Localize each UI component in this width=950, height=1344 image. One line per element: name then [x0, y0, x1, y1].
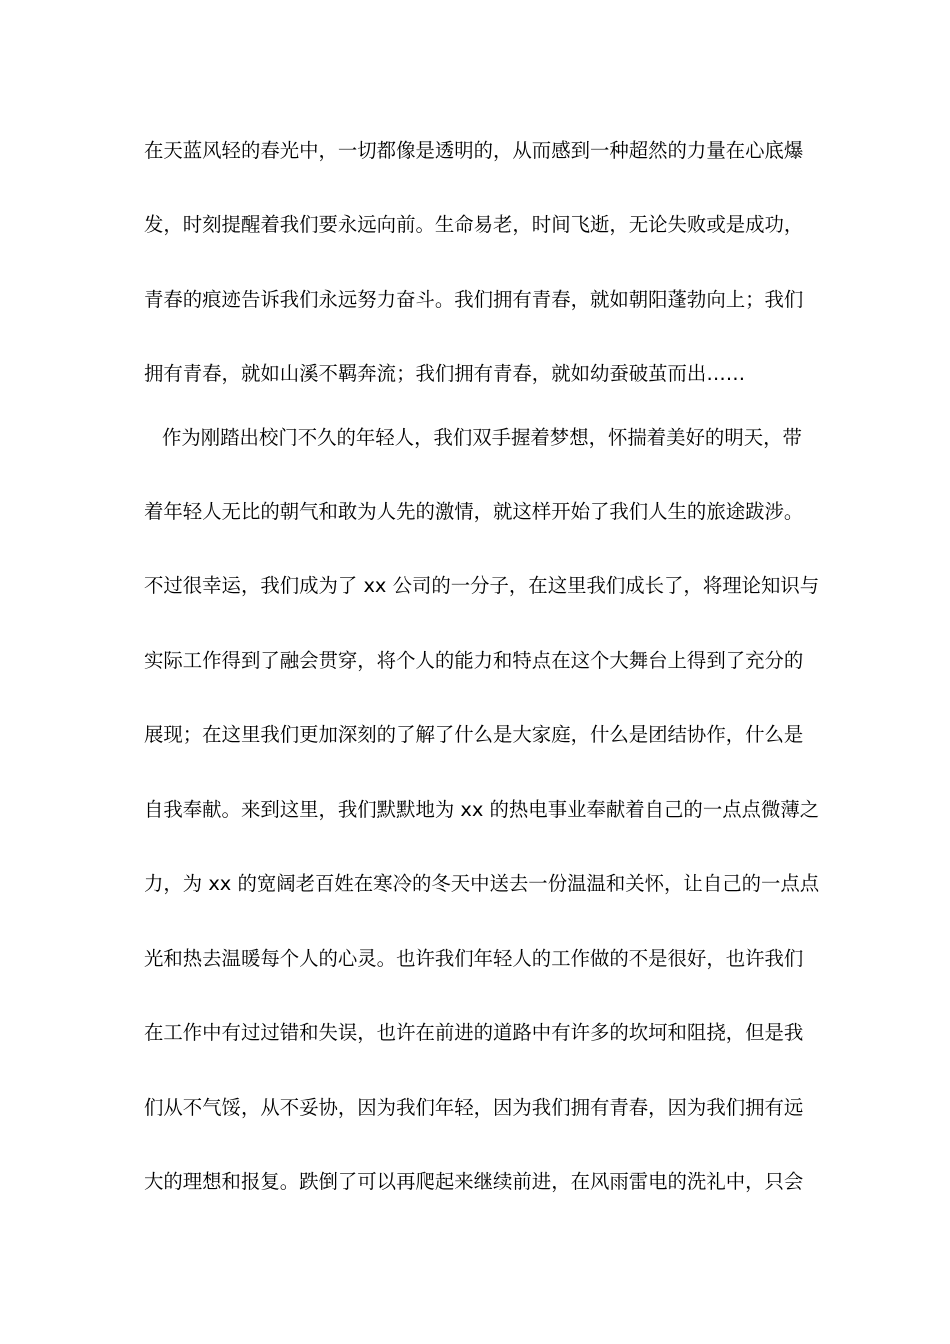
text-line: 发，时刻提醒着我们要永远向前。生命易老，时间飞逝，无论失败或是成功， — [144, 213, 804, 236]
text-line: 着年轻人无比的朝气和敢为人先的激情，就这样开始了我们人生的旅途跋涉。 — [144, 500, 804, 523]
text-line: 自我奉献。来到这里，我们默默地为 xx 的热电事业奉献着自己的一点点微薄之 — [144, 798, 820, 821]
text-line: 不过很幸运，我们成为了 xx 公司的一分子，在这里我们成长了，将理论知识与 — [144, 574, 820, 597]
text-line: 大的理想和报复。跌倒了可以再爬起来继续前进，在风雨雷电的洗礼中，只会 — [144, 1170, 804, 1193]
text-line: 力，为 xx 的宽阔老百姓在寒冷的冬天中送去一份温温和关怀，让自己的一点点 — [144, 872, 820, 895]
text-line: 光和热去温暖每个人的心灵。也许我们年轻人的工作做的不是很好，也许我们 — [144, 947, 804, 970]
text-line: 在工作中有过过错和失误，也许在前进的道路中有许多的坎坷和阻挠，但是我 — [144, 1021, 804, 1044]
text-line: 青春的痕迹告诉我们永远努力奋斗。我们拥有青春，就如朝阳蓬勃向上；我们 — [144, 288, 804, 311]
text-line: 展现；在这里我们更加深刻的了解了什么是大家庭，什么是团结协作，什么是 — [144, 723, 804, 746]
text-line-paragraph-start: 作为刚踏出校门不久的年轻人，我们双手握着梦想，怀揣着美好的明天，带 — [162, 426, 802, 449]
text-line: 在天蓝风轻的春光中，一切都像是透明的，从而感到一种超然的力量在心底爆 — [144, 139, 804, 162]
text-line: 实际工作得到了融会贯穿，将个人的能力和特点在这个大舞台上得到了充分的 — [144, 649, 804, 672]
text-line: 们从不气馁，从不妥协，因为我们年轻，因为我们拥有青春，因为我们拥有远 — [144, 1096, 804, 1119]
text-line: 拥有青春，就如山溪不羁奔流；我们拥有青春，就如幼蚕破茧而出…… — [144, 362, 746, 385]
